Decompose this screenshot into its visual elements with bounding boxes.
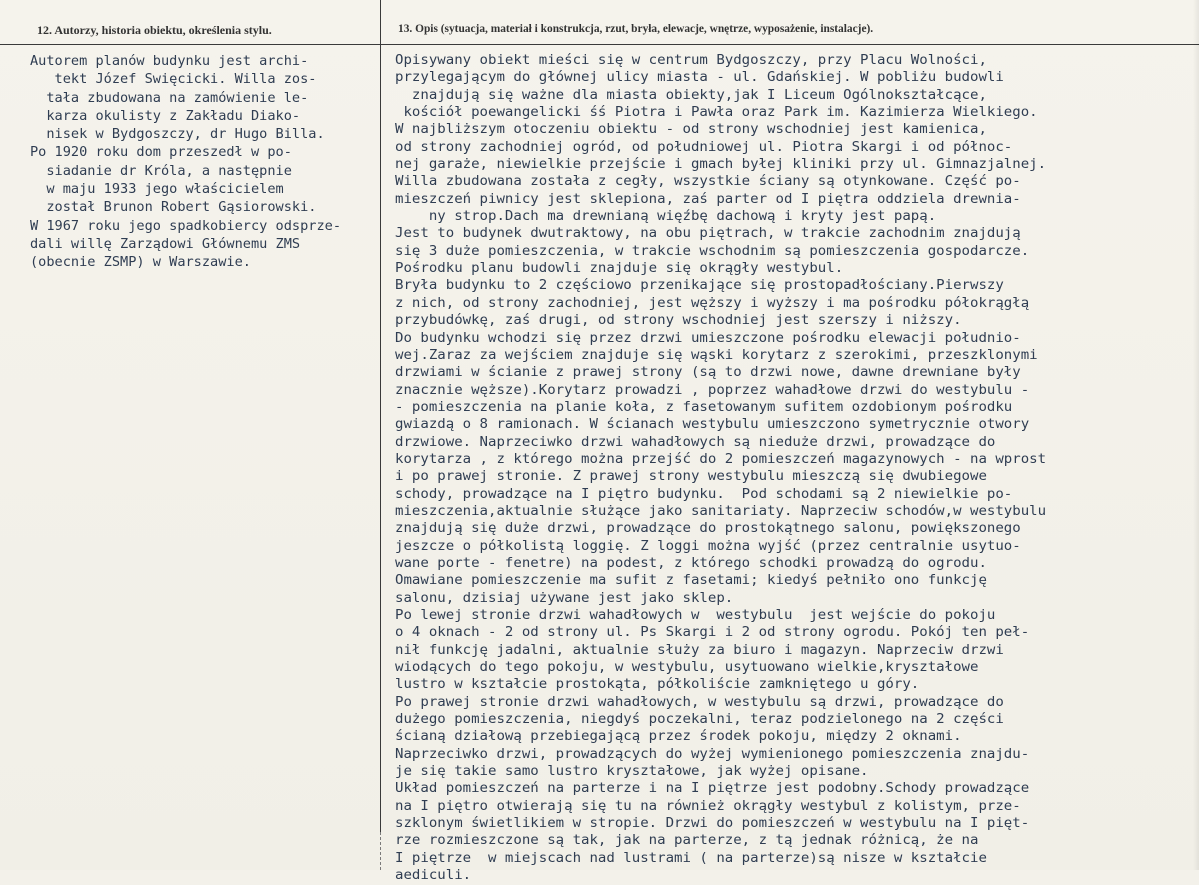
description-text-line: Po lewej stronie drzwi wahadłowych w westybulu jest wejście do pokoju bbox=[395, 608, 996, 623]
description-text-line: się 3 duże pomieszczenia, w trakcie wschodnim są pomieszczenia gospodarcze. bbox=[395, 243, 1030, 259]
description-text-line: aediculi. bbox=[395, 868, 472, 884]
description-text-line: salonu, dzisiaj używane jest jako sklep. bbox=[395, 590, 734, 606]
description-text-line: I piętrze w miejscach nad lustrami ( na parterze)są nisze w kształcie bbox=[395, 850, 987, 866]
description-text-line: mieszczeń piwnicy jest sklepiona, zaś parter od I piętra oddziela drewnia- bbox=[395, 191, 1021, 207]
description-text-line: na I piętro otwierają się tu na również okrągły westybul z kolistym, prze- bbox=[395, 798, 1021, 814]
history-text-line: siadanie dr Króla, a następnie bbox=[30, 162, 292, 179]
description-text-line: W najbliższym otoczeniu obiektu - od strony wschodniej jest kamienica, bbox=[395, 122, 987, 138]
description-text-line: wane porte - fenetre) na podest, z którego schodki prowadzą do ogrodu. bbox=[395, 555, 987, 571]
column-divider-extension bbox=[380, 832, 381, 870]
description-text-line: Po prawej stronie drzwi wahadłowych, w westybulu są drzwi, prowadzące do bbox=[395, 694, 1004, 710]
history-text-line: tała zbudowana na zamówienie le- bbox=[30, 89, 309, 106]
history-text-line: Po 1920 roku dom przeszedł w po- bbox=[30, 144, 292, 161]
description-text-line: przylegającym do głównej ulicy miasta - ul. Gdańskiej. W pobliżu budowli bbox=[395, 70, 1004, 86]
description-text-line: - pomieszczenia na planie koła, z fasetowanym sufitem ozdobionym pośrodku bbox=[395, 399, 1013, 415]
description-text-line: mieszczenia,aktualnie służące jako sanitariaty. Naprzeciw schodów,w westybulu bbox=[395, 503, 1047, 519]
description-text-line: drzwiowe. Naprzeciwko drzwi wahadłowych są nieduże drzwi, prowadzące do bbox=[395, 434, 996, 450]
description-text-column bbox=[395, 52, 1046, 885]
history-text-line: tekt Józef Swięcicki. Willa zos- bbox=[30, 71, 317, 88]
description-text-line: je się takie samo lustro kryształowe, jak wyżej opisane. bbox=[395, 764, 869, 780]
description-text-line: nił funkcję jadalni, aktualnie służy za biuro i magazyn. Naprzeciw drzwi bbox=[395, 642, 1004, 658]
history-text-line: Autorem planów budynku jest archi- bbox=[30, 53, 309, 69]
paper-edge-shadow bbox=[1193, 0, 1199, 870]
description-text-line: Jest to budynek dwutraktowy, na obu piętrach, w trakcie zachodnim znajdują bbox=[395, 226, 1021, 242]
description-text-line: znajdują się duże drzwi, prowadzące do prostokątnego salonu, powiększonego bbox=[395, 521, 1021, 537]
description-text-line: znacznie węższe).Korytarz prowadzi , poprzez wahadłowe drzwi do westybulu - bbox=[395, 382, 1030, 398]
section-12-heading: 12. Autorzy, historia obiektu, określenia stylu. bbox=[37, 23, 272, 37]
description-text-line: z nich, od strony zachodniej, jest węższy i wyższy i ma pośrodku półokrągłą bbox=[395, 295, 1030, 311]
description-text-line: gwiazdą o 8 ramionach. W ścianach westybulu umieszczono symetrycznie otwory bbox=[395, 417, 1030, 433]
description-text-line: jeszcze o półkolistą loggię. Z loggi można wyjść (przez centralnie usytuo- bbox=[395, 538, 1021, 554]
description-text-line: Willa zbudowana została z cegły, wszystkie ściany są otynkowane. Część po- bbox=[395, 174, 1021, 190]
description-text-line: Do budynku wchodzi się przez drzwi umieszczone pośrodku elewacji południo- bbox=[395, 330, 1021, 346]
description-text-line: wej.Zaraz za wejściem znajduje się wąski korytarz z szerokimi, przeszklonymi bbox=[395, 347, 1038, 363]
header-divider-line bbox=[0, 44, 1199, 45]
description-text-line: lustro w kształcie prostokąta, półkoliście zamkniętego u góry. bbox=[395, 677, 920, 693]
column-divider-line bbox=[380, 0, 381, 832]
description-text-line: Omawiane pomieszczenie ma sufit z fasetami; kiedyś pełniło ono funkcję bbox=[395, 573, 987, 589]
description-text-line: kościół poewangelicki śś Piotra i Pawła oraz Park im. Kazimierza Wielkiego. bbox=[395, 105, 1038, 121]
description-text-line: wiodących do tego pokoju, w westybulu, usytuowano wielkie,kryształowe bbox=[395, 660, 979, 676]
history-text-column bbox=[30, 52, 341, 272]
description-text-line: przybudówkę, zaś drugi, od strony wschodniej jest szerszy i niższy. bbox=[395, 313, 962, 329]
description-text-line: drzwiami w ścianie z prawej strony (są to drzwi nowe, dawne drewniane były bbox=[395, 365, 1021, 381]
history-text-line: W 1967 roku jego spadkobiercy odsprze- bbox=[30, 217, 341, 234]
description-text-line: o 4 oknach - 2 od strony ul. Ps Skargi i 2 od strony ogrodu. Pokój ten peł- bbox=[395, 625, 1030, 641]
history-text-line: został Brunon Robert Gąsiorowski. bbox=[30, 199, 317, 216]
description-text-line: od strony zachodniej ogród, od południowej ul. Piotra Skargi i od północ- bbox=[395, 139, 1013, 155]
history-text-line: (obecnie ZSMP) w Warszawie. bbox=[30, 254, 251, 271]
description-text-line: szklonym świetlikiem w stropie. Drzwi do pomieszczeń w westybulu na I pięt- bbox=[395, 816, 1030, 832]
description-text-line: korytarza , z którego można przejść do 2 pomieszczeń magazynowych - na wprost bbox=[395, 451, 1047, 467]
description-text-line: Opisywany obiekt mieści się w centrum Bydgoszczy, przy Placu Wolności, bbox=[395, 53, 987, 68]
description-text-line: nej garaże, niewielkie przejście i gmach byłej kliniki przy ul. Gimnazjalnej. bbox=[395, 157, 1047, 173]
history-text-line: w maju 1933 jego właścicielem bbox=[30, 181, 284, 198]
description-text-line: schody, prowadzące na I piętro budynku. Pod schodami są 2 niewielkie po- bbox=[395, 486, 1013, 502]
description-text-line: Naprzeciwko drzwi, prowadzących do wyżej wymienionego pomieszczenia znajdu- bbox=[395, 746, 1030, 762]
description-text-line: Układ pomieszczeń na parterze i na I piętrze jest podobny.Schody prowadzące bbox=[395, 781, 1030, 797]
description-text-line: i po prawej stronie. Z prawej strony westybulu mieszczą się dwubiegowe bbox=[395, 469, 987, 485]
section-13-heading: 13. Opis (sytuacja, materiał i konstrukcja, rzut, bryła, elewacje, wnętrze, wyposażenie, instalacje). bbox=[398, 23, 874, 35]
description-text-line: dużego pomieszczenia, niegdyś poczekalni, teraz podzielonego na 2 części bbox=[395, 712, 1004, 728]
description-text-line: Pośrodku planu budowli znajduje się okrągły westybul. bbox=[395, 261, 844, 277]
description-text-line: Bryła budynku to 2 częściowo przenikające się prostopadłościany.Pierwszy bbox=[395, 278, 1004, 294]
history-text-line: dali willę Zarządowi Głównemu ZMS bbox=[30, 235, 301, 252]
description-text-line: znajdują się ważne dla miasta obiekty,jak I Liceum Ogólnokształcące, bbox=[395, 87, 987, 103]
description-text-line: rze rozmieszczone są tak, jak na parterze, z tą jednak różnicą, że na bbox=[395, 833, 979, 849]
history-text-line: karza okulisty z Zakładu Diako- bbox=[30, 107, 301, 124]
description-text-line: ścianą działową przebiegającą przez środek pokoju, między 2 oknami. bbox=[395, 729, 962, 745]
history-text-line: nisek w Bydgoszczy, dr Hugo Billa. bbox=[30, 126, 325, 143]
description-text-line: ny strop.Dach ma drewnianą więźbę dachową i kryty jest papą. bbox=[395, 209, 937, 225]
